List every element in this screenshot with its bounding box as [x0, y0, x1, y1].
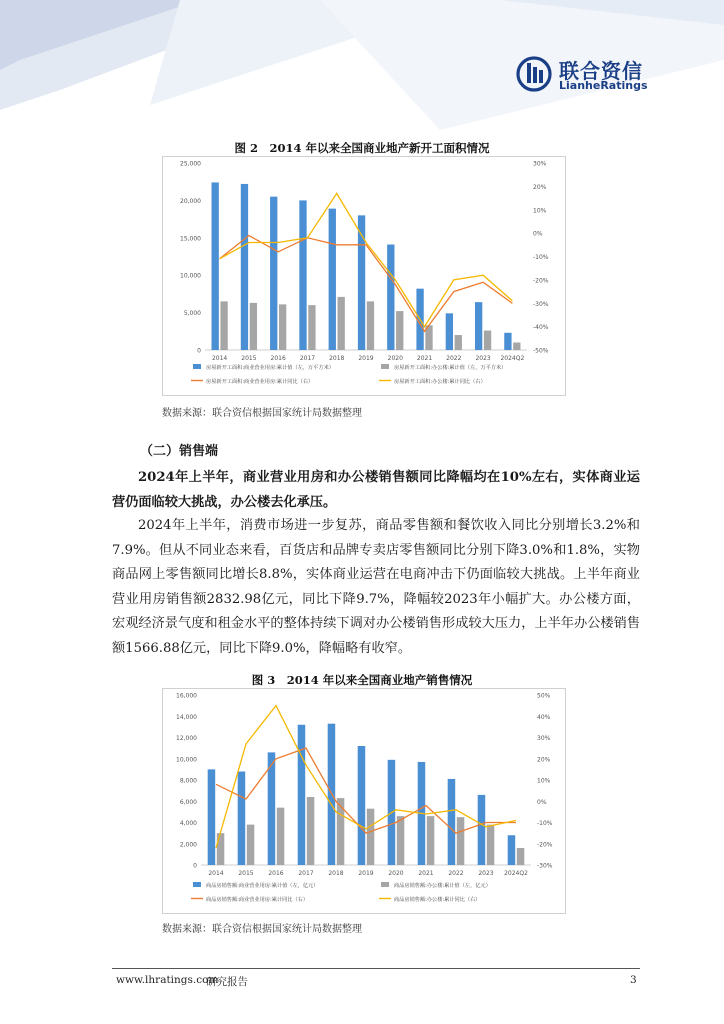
y-left-tick-label: 15,000 [180, 235, 201, 243]
x-tick-label: 2017 [298, 870, 314, 877]
y-left-tick-label: 25,000 [180, 160, 201, 168]
bar-office [487, 825, 495, 865]
section-heading: （二）销售端 [140, 444, 219, 459]
bar-commercial [358, 746, 366, 865]
x-tick-label: 2022 [448, 870, 464, 877]
x-tick-label: 2022 [446, 355, 462, 362]
y-right-tick-label: 0% [533, 230, 543, 238]
y-left-tick-label: 20,000 [180, 197, 201, 205]
body-paragraph [112, 514, 640, 661]
bar-office [427, 816, 435, 865]
y-left-tick-label: 0 [197, 347, 201, 355]
legend-label: 商品房销售额:办公楼:累计同比（右） [394, 897, 481, 903]
figure2-title: 图 2 2014 年以来全国商业地产新开工面积情况 [234, 141, 490, 155]
page-number: 3 [630, 974, 637, 986]
y-left-tick-label: 8,000 [179, 777, 197, 785]
x-tick-label: 2024Q2 [504, 870, 528, 877]
logo-mark-icon [516, 54, 556, 94]
y-left-tick-label: 5,000 [183, 310, 201, 318]
y-right-tick-label: 20% [537, 756, 551, 764]
y-right-tick-label: 10% [537, 777, 551, 785]
bar-commercial [478, 795, 486, 865]
y-right-tick-label: 50% [537, 692, 551, 700]
legend-label: 商品房销售额:商业营业用房:累计同比（右） [206, 897, 309, 903]
x-tick-label: 2021 [418, 870, 434, 877]
x-tick-label: 2017 [299, 355, 316, 362]
y-right-tick-label: -40% [533, 324, 549, 332]
bar-commercial [329, 209, 336, 350]
y-left-tick-label: 10,000 [180, 272, 201, 280]
y-left-tick-label: 14,000 [176, 713, 197, 721]
figure2-chart [162, 156, 566, 396]
logo-chinese: 联合资信 [559, 59, 643, 83]
figure2-svg [163, 157, 565, 395]
y-right-tick-label: -30% [533, 300, 549, 308]
logo-english: LianheRatings [559, 79, 648, 92]
y-right-tick-label: -20% [537, 841, 553, 849]
legend-swatch [381, 364, 389, 369]
bar-commercial [446, 313, 453, 350]
x-tick-label: 2015 [238, 870, 254, 877]
figure3-chart [162, 688, 566, 914]
x-tick-label: 2014 [211, 355, 228, 362]
bar-office [277, 808, 285, 865]
legend-swatch [193, 364, 201, 369]
x-tick-label: 2019 [358, 355, 374, 362]
y-right-tick-label: -10% [537, 820, 553, 827]
body-paragraph-text: 2024年上半年，消费市场进一步复苏，商品零售额和餐饮收入同比分别增长3.2%和7.9%。但从不同业态来看，百货店和品牌专卖店零售额同比分别下降3.0%和1.8%，实物商品网上零售额同比增长8.8%，实体商业运营在电商冲击下仍面临较大挑战。上半年商业营业用房销售额2832.98亿元，同比下降9.7%，降幅较2023年小幅扩大。办公楼方面，宏观经济景气度和租金水平的整体持续下调对办公楼销售形成较大压力，上半年办公楼销售额1566.88亿元，同比下降9.0%，降幅略有收窄。 [112, 518, 640, 656]
bar-office [457, 817, 465, 865]
bar-office [397, 816, 405, 865]
bar-office [455, 335, 462, 350]
legend-label: 商品房销售额:办公楼:累计值（左，亿元） [394, 883, 491, 889]
legend-swatch [381, 882, 389, 887]
x-tick-label: 2021 [416, 355, 433, 362]
y-right-tick-label: -50% [533, 347, 549, 355]
legend-label: 房屋新开工面积:办公楼:累计同比（右） [394, 379, 486, 385]
y-left-tick-label: 2,000 [179, 841, 197, 849]
legend-swatch [193, 882, 201, 887]
bar-commercial [238, 772, 246, 866]
bar-office [367, 809, 375, 865]
x-tick-label: 2015 [241, 355, 257, 362]
figure3-title: 图 3 2014 年以来全国商业地产销售情况 [251, 673, 473, 687]
legend-label: 房屋新开工面积:商业营业用房:累计同比（右） [206, 379, 314, 385]
footer-report-label: 研究报告 [206, 976, 248, 988]
x-tick-label: 2014 [208, 870, 224, 877]
y-left-tick-label: 12,000 [176, 735, 197, 742]
company-logo [516, 54, 656, 94]
line-commercial-yoy [216, 748, 516, 833]
bar-office [308, 305, 315, 350]
bar-office [279, 304, 286, 350]
x-tick-label: 2016 [270, 355, 286, 362]
bar-office [513, 343, 520, 350]
bar-commercial [299, 200, 306, 350]
y-right-tick-label: 10% [533, 207, 547, 215]
legend-label: 房屋新开工面积:商业营业用房:累计值（左，万平方米） [206, 365, 334, 371]
y-left-tick-label: 6,000 [179, 798, 197, 806]
bar-office [396, 311, 403, 350]
y-left-tick-label: 0 [193, 862, 197, 870]
y-right-tick-label: 30% [533, 160, 547, 168]
bar-office [247, 825, 255, 865]
legend-label: 房屋新开工面积:办公楼:累计值（左，万平方米） [394, 365, 507, 371]
bar-office [338, 297, 345, 350]
figure3-svg [163, 689, 565, 913]
bar-commercial [387, 245, 394, 350]
x-tick-label: 2023 [478, 870, 494, 877]
x-tick-label: 2019 [358, 870, 374, 877]
y-right-tick-label: 40% [537, 713, 551, 721]
bar-office [217, 833, 225, 865]
x-tick-label: 2024Q2 [500, 355, 525, 362]
x-tick-label: 2018 [328, 870, 344, 877]
y-right-tick-label: -30% [537, 862, 553, 870]
x-tick-label: 2016 [268, 870, 284, 877]
x-tick-label: 2023 [475, 355, 491, 362]
bar-office [484, 331, 491, 350]
bar-office [367, 301, 374, 350]
x-tick-label: 2018 [329, 355, 345, 362]
bar-commercial [475, 302, 482, 350]
bar-office [250, 303, 257, 350]
bar-office [220, 301, 227, 350]
bar-commercial [212, 182, 219, 350]
figure3-source: 数据来源：联合资信根据国家统计局数据整理 [162, 924, 362, 935]
bar-commercial [208, 769, 216, 865]
bar-commercial [448, 779, 456, 865]
bar-commercial [270, 197, 277, 350]
y-left-tick-label: 4,000 [179, 820, 197, 827]
bar-commercial [241, 184, 248, 350]
legend-label: 商品房销售额:商业营业用房:累计值（左，亿元） [206, 883, 319, 889]
y-left-tick-label: 10,000 [176, 756, 197, 764]
y-right-tick-label: 30% [537, 735, 551, 742]
bar-commercial [508, 835, 516, 865]
line-commercial-yoy [220, 236, 513, 332]
footer-url: www.lhratings.com [116, 974, 219, 986]
y-right-tick-label: 0% [537, 798, 547, 806]
x-tick-label: 2020 [388, 870, 404, 877]
line-office-yoy [216, 706, 516, 848]
bold-paragraph [112, 466, 640, 515]
bold-paragraph-text: 2024年上半年，商业营业用房和办公楼销售额同比降幅均在10%左右，实体商业运营仍面临较大挑战，办公楼去化承压。 [112, 470, 640, 510]
bar-commercial [298, 725, 306, 865]
bar-office [517, 848, 525, 865]
figure2-source: 数据来源：联合资信根据国家统计局数据整理 [162, 408, 362, 419]
y-right-tick-label: -10% [533, 254, 549, 261]
footer-divider [112, 968, 640, 969]
bar-office [307, 797, 315, 865]
x-tick-label: 2020 [387, 355, 403, 362]
y-right-tick-label: 20% [533, 183, 547, 191]
line-office-yoy [220, 193, 513, 326]
y-left-tick-label: 16,000 [176, 692, 197, 700]
bar-commercial [504, 333, 511, 350]
y-right-tick-label: -20% [533, 277, 549, 285]
